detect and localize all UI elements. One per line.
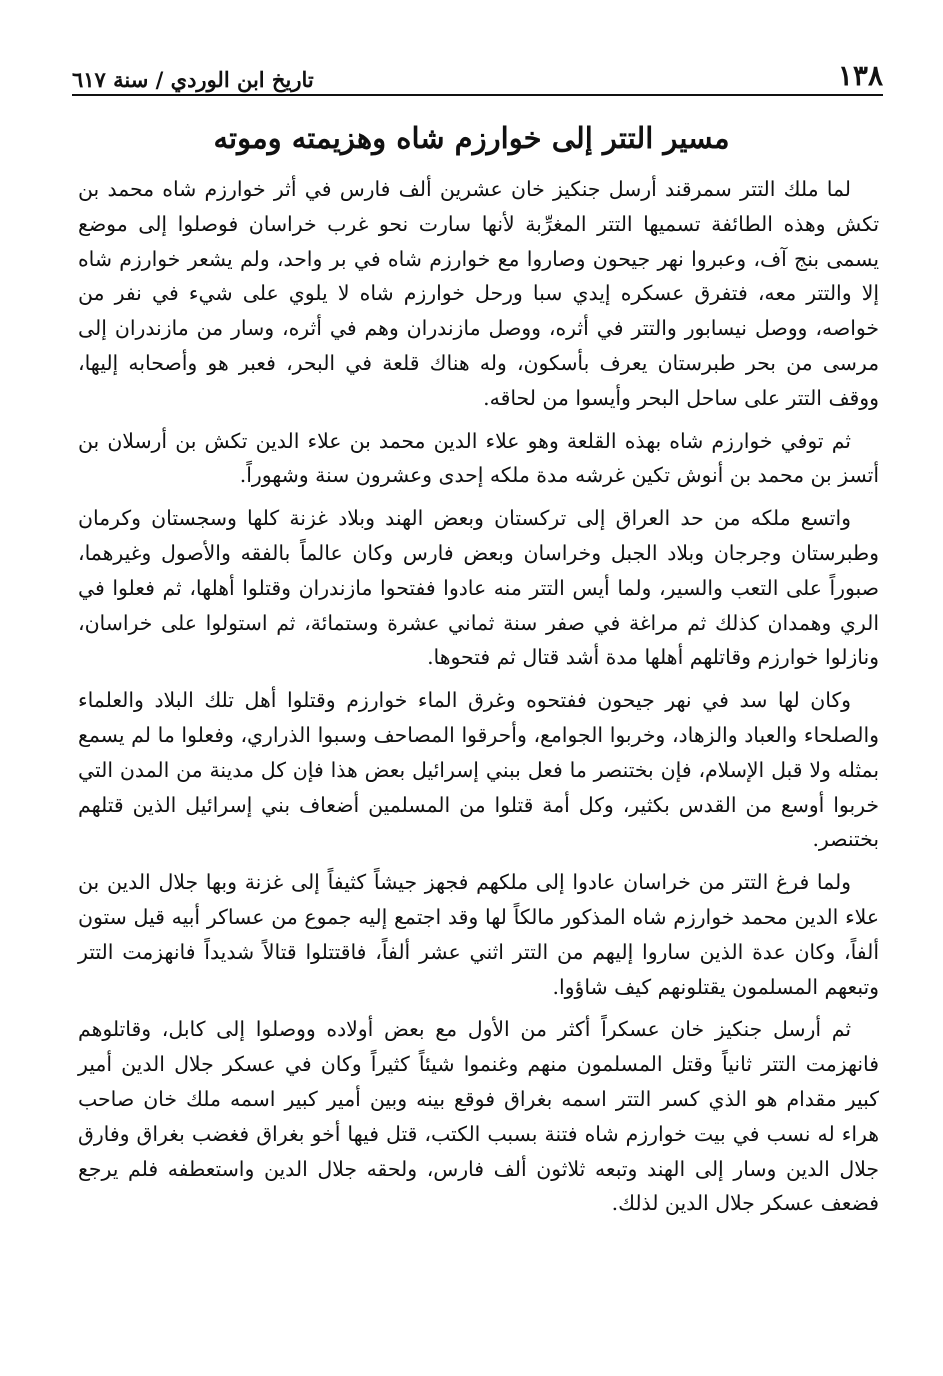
- running-title: تاريخ ابن الوردي / سنة ٦١٧: [72, 67, 314, 92]
- running-header: [72, 56, 883, 96]
- paragraph-6: ثم أرسل جنكيز خان عسكراً أكثر من الأول مع بعض أولاده ووصلوا إلى كابل، وقاتلوهم فانهزمت التتر ثانياً وقتل المسلمون منهم وغنموا شيئاً كثيراً وكان في عسكر جلال الدين أمير كبير مقدام هو الذي كسر التتر اسمه بغراق فوقع بينه وبين أمير كبير اسمه ملك خان صاحب هراء له نسب في بيت خوارزم شاه فتنة بسبب الكتب، قتل فيها أخو بغراق فغضب بغراق وفارق جلال الدين وسار إلى الهند وتبعه ثلاثون ألف فارس، ولحقه جلال الدين واستعطفه فلم يرجع فضعف عسكر جلال الدين لذلك.: [78, 1017, 879, 1216]
- chapter-title: مسير التتر إلى خوارزم شاه وهزيمته وموته: [213, 121, 730, 155]
- paragraph-5: ولما فرغ التتر من خراسان عادوا إلى ملكهم فجهز جيشاً كثيفاً إلى غزنة وبها جلال الدين بن علاء الدين محمد خوارزم شاه المذكور مالكاً لها وقد اجتمع إليه جموع من عساكر أبيه قيل ستون ألفاً، وكان عدة الذين ساروا إليهم من التتر اثني عشر ألفاً، فاقتتلوا قتالاً شديداً فانهزمت التتر وتبعهم المسلمون يقتلونهم كيف شاؤوا.: [78, 870, 879, 999]
- paragraph-1: لما ملك التتر سمرقند أرسل جنكيز خان عشرين ألف فارس في أثر خوارزم شاه محمد بن تكش وهذه الطائفة تسميها التتر المغرِّبة لأنها سارت نحو غرب خراسان فوصلوا إلى موضع يسمى بنج آف، وعبروا نهر جيحون وصاروا مع خوارزم شاه في بر واحد، ولم يشعر خوارزم شاه إلا والتتر معه، فتفرق عسكره إيدي سبا ورحل خوارزم شاه لا يلوي على شيء في نفر من خواصه، ووصل نيسابور والتتر في أثره، ووصل مازندران وهم في أثره، وسار من مازندران إلى مرسى من بحر طبرستان يعرف بأسكون، وله هناك قلعة في البحر، فعبر هو وأصحابه إليها، ووقف التتر على ساحل البحر وأيسوا من لحاقه.: [78, 177, 879, 410]
- paragraph-4: وكان لها سد في نهر جيحون ففتحوه وغرق الماء خوارزم وقتلوا أهل تلك البلاد والعلماء والصلحاء والعباد والزهاد، وخربوا الجوامع، وأحرقوا المصاحف وسبوا الذراري، وفعلوا ما لم يسمع بمثله ولا قبل الإسلام، فإن بختنصر ما فعل ببني إسرائيل بعض هذا فإن كل مدينة من المدن التي خربوا أوسع من القدس بكثير، وكل أمة قتلوا من المسلمين أضعاف بني إسرائيل الذين قتلهم بختنصر.: [78, 688, 879, 852]
- paragraph-2: ثم توفي خوارزم شاه بهذه القلعة وهو علاء الدين محمد بن علاء الدين تكش بن أرسلان بن أتسز بن محمد بن أنوش تكين غرشه مدة ملكه إحدى وعشرون سنة وشهوراً.: [78, 428, 879, 488]
- paragraph-3: واتسع ملكه من حد العراق إلى تركستان وبعض الهند وبلاد غزنة كلها وسجستان وكرمان وطبرستان وجرجان وبلاد الجبل وخراسان وبعض فارس وكان عالماً بالفقه والأصول وغيرهما، صبوراً على التعب والسير، ولما أيس التتر منه عادوا ففتحوا مازندران وقتلوا أهلها، ثم فعلوا في الري وهمدان كذلك ثم مراغة في صفر سنة ثماني عشرة وستمائة، ثم استولوا على خراسان، ونازلوا خوارزم وقاتلهم أهلها مدة أشد قتال ثم فتحوها.: [78, 506, 879, 670]
- body-text: [78, 172, 879, 1229]
- page-number: ١٣٨: [837, 59, 883, 92]
